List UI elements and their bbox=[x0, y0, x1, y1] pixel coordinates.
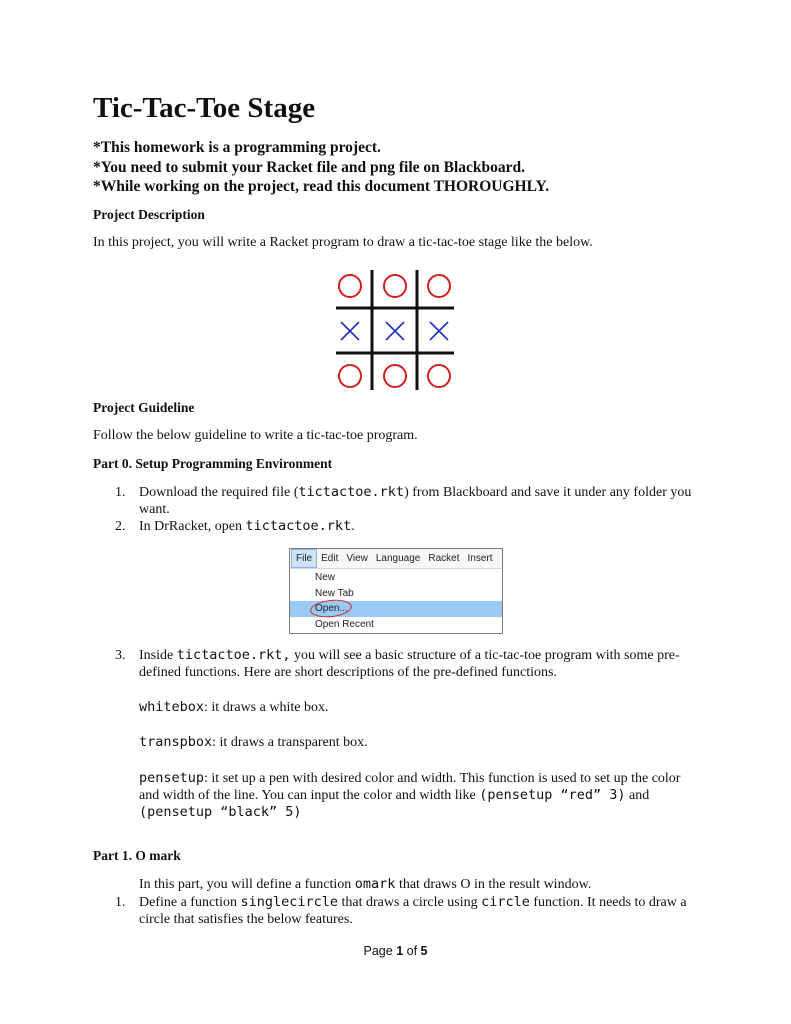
project-description-text: In this project, you will write a Racket program to draw a tic-tac-toe stage like the below. bbox=[93, 235, 593, 250]
intro-text: that draws O in the result window. bbox=[395, 877, 592, 892]
page-footer bbox=[0, 944, 791, 958]
menu-item-open bbox=[290, 601, 502, 617]
part0-step-2 bbox=[93, 518, 703, 535]
heading-part-1: Part 1. O mark bbox=[93, 848, 181, 863]
menu-item-new-tab: New Tab bbox=[315, 587, 354, 599]
function-transpbox bbox=[139, 734, 699, 751]
footer-sep: of bbox=[403, 944, 421, 958]
code-filename: tictactoe.rkt bbox=[245, 518, 352, 534]
part1-step-1 bbox=[93, 894, 703, 928]
footer-prefix: Page bbox=[363, 944, 397, 958]
code-example: (pensetup “red” 3) bbox=[479, 787, 626, 803]
code-filename: tictactoe.rkt bbox=[298, 484, 405, 500]
step-number: 2. bbox=[115, 519, 126, 534]
footer-current-page: 1 bbox=[396, 944, 404, 958]
o-mark bbox=[339, 365, 361, 387]
function-description: : it draws a transparent box. bbox=[212, 735, 368, 750]
step-number: 1. bbox=[115, 895, 126, 910]
step-text: that draws a circle using bbox=[338, 895, 482, 910]
step-text: Inside bbox=[139, 648, 177, 663]
menu-racket: Racket bbox=[428, 553, 460, 564]
project-guideline-text: Follow the below guideline to write a tic-tac-toe program. bbox=[93, 428, 418, 443]
part0-step-3 bbox=[93, 647, 703, 681]
code-function: omark bbox=[354, 876, 396, 892]
part0-step-1 bbox=[93, 484, 703, 518]
step-text: Download the required file ( bbox=[139, 485, 299, 500]
code-filename: tictactoe.rkt, bbox=[176, 647, 291, 663]
function-name: whitebox bbox=[139, 699, 205, 715]
heading-project-guideline: Project Guideline bbox=[93, 400, 195, 415]
function-name: transpbox bbox=[139, 734, 213, 750]
menu-edit: Edit bbox=[321, 553, 339, 564]
function-pensetup bbox=[139, 770, 699, 821]
function-name: pensetup bbox=[139, 770, 205, 786]
code-example: (pensetup “black” 5) bbox=[139, 804, 302, 820]
step-text: you will see a basic structure of a tic-tac-toe program with some pre-defined functions. Here are short descriptions of the pre-defined functions. bbox=[139, 648, 680, 680]
heading-part-0: Part 0. Setup Programming Environment bbox=[93, 456, 333, 471]
part1-intro bbox=[139, 876, 699, 893]
function-description: and bbox=[625, 788, 650, 803]
function-description: : it draws a white box. bbox=[204, 700, 329, 715]
step-text: . bbox=[351, 519, 355, 534]
o-mark bbox=[384, 365, 406, 387]
heading-project-description: Project Description bbox=[93, 207, 205, 222]
step-number: 3. bbox=[115, 648, 126, 663]
notice-read-thoroughly: *While working on the project, read this document THOROUGHLY. bbox=[93, 178, 550, 195]
menu-insert: Insert bbox=[467, 553, 493, 564]
menu-item-new: New bbox=[315, 572, 336, 583]
o-mark bbox=[428, 275, 450, 297]
step-text: Define a function bbox=[139, 895, 241, 910]
o-mark bbox=[428, 365, 450, 387]
menu-language: Language bbox=[375, 553, 421, 564]
footer-total-pages: 5 bbox=[420, 944, 428, 958]
o-mark bbox=[339, 275, 361, 297]
file-menu-list bbox=[290, 569, 502, 632]
page-title: Tic-Tac-Toe Stage bbox=[93, 92, 316, 124]
menu-file: File bbox=[291, 549, 317, 568]
notice-submit: *You need to submit your Racket file and png file on Blackboard. bbox=[93, 159, 526, 176]
code-function: singlecircle bbox=[240, 894, 339, 910]
step-text: function. It needs to draw a circle that satisfies the below features. bbox=[139, 895, 687, 927]
red-circle-annotation bbox=[309, 598, 353, 619]
function-whitebox bbox=[139, 699, 699, 716]
function-description: : it set up a pen with desired color and width. This function is used to set up the color and width of the line. You can input the color and width like bbox=[139, 771, 681, 803]
step-text: ) from Blackboard and save it under any folder you want. bbox=[139, 485, 692, 517]
intro-text: In this part, you will define a function bbox=[139, 877, 355, 892]
menu-view: View bbox=[346, 553, 368, 564]
code-function: circle bbox=[481, 894, 530, 910]
menu-item-open-recent: Open Recent bbox=[315, 618, 374, 630]
menu-item-open-label: Open... bbox=[315, 603, 348, 614]
step-number: 1. bbox=[115, 485, 126, 500]
notice-programming-project: *This homework is a programming project. bbox=[93, 139, 381, 156]
drracket-file-menu-screenshot bbox=[289, 548, 503, 634]
menu-bar bbox=[290, 549, 502, 569]
step-text: In DrRacket, open bbox=[139, 519, 246, 534]
o-mark bbox=[384, 275, 406, 297]
tic-tac-toe-board-image bbox=[334, 270, 458, 392]
